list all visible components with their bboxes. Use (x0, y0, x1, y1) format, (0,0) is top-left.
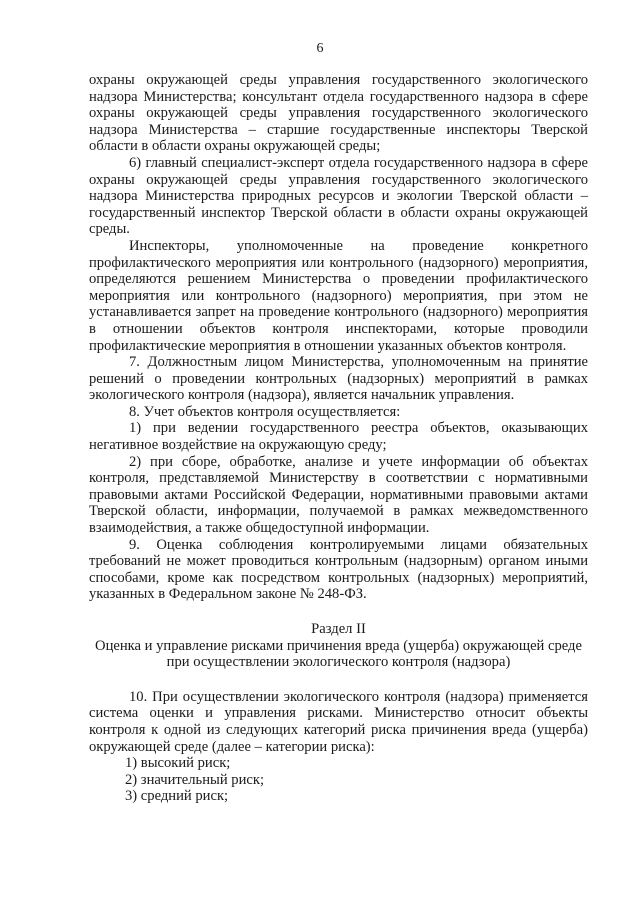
paragraph: 1) при ведении государственного реестра объектов, оказывающих негативное воздействие на окружающую среду; (89, 420, 588, 454)
paragraph: 7. Должностным лицом Министерства, уполномоченным на принятие решений о проведении контрольных (надзорных) мероприятий в рамках экологического контроля (надзора), является начальник управления. (89, 354, 588, 404)
paragraph: 9. Оценка соблюдения контролируемыми лицами обязательных требований не может проводиться контрольным (надзорным) органом иными способами, кроме как посредством контрольных (надзорных) мероприятий, указанных в Федеральном законе № 248-ФЗ. (89, 536, 588, 603)
paragraph: 2) при сборе, обработке, анализе и учете информации об объектах контроля, представляемой Министерству в соответствии с нормативными правовыми актами Российской Федерации, нормативными правовыми актами Тверской области, информации, получаемой в рамках межведомственного взаимодействия, а также общедоступной информации. (89, 453, 588, 537)
page-number: 6 (316, 41, 324, 56)
section-title: Раздел II (311, 621, 366, 637)
document-body (89, 72, 588, 805)
section-heading: Оценка и управление рисками причинения вреда (ущерба) окружающей среде при осуществлении экологического контроля (надзора) (95, 637, 582, 671)
list-item: 1) высокий риск; (125, 755, 231, 772)
paragraph: Инспекторы, уполномоченные на проведение конкретного профилактического мероприятия или контрольного (надзорного) мероприятия, определяются решением Министерства о проведении профилактического мероприятия или контрольного (надзорного) мероприятия, при этом не устанавливается запрет на проведение контрольного (надзорного) мероприятия в отношении объектов контроля инспекторами, которые проводили профилактические мероприятия в отношении указанных объектов контроля. (89, 237, 588, 354)
paragraph: охраны окружающей среды управления государственного экологического надзора Министерства; консультант отдела государственного надзора в сфере охраны окружающей среды управления государственного экологического надзора Министерства – старшие государственные инспекторы Тверской области в области охраны окружающей среды; (89, 72, 588, 155)
paragraph: 6) главный специалист-эксперт отдела государственного надзора в сфере охраны окружающей среды управления государственного экологического надзора Министерства природных ресурсов и экологии Тверской области – государственный инспектор Тверской области в области охраны окружающей среды. (89, 154, 588, 238)
list-item: 2) значительный риск; (125, 771, 265, 788)
paragraph: 8. Учет объектов контроля осуществляется: (129, 403, 401, 420)
list-item: 3) средний риск; (125, 788, 229, 805)
paragraph: 10. При осуществлении экологического контроля (надзора) применяется система оценки и управления рисками. Министерство относит объекты контроля к одной из следующих категорий риска причинения вреда (ущерба) окружающей среде (далее – категории риска): (89, 688, 588, 755)
